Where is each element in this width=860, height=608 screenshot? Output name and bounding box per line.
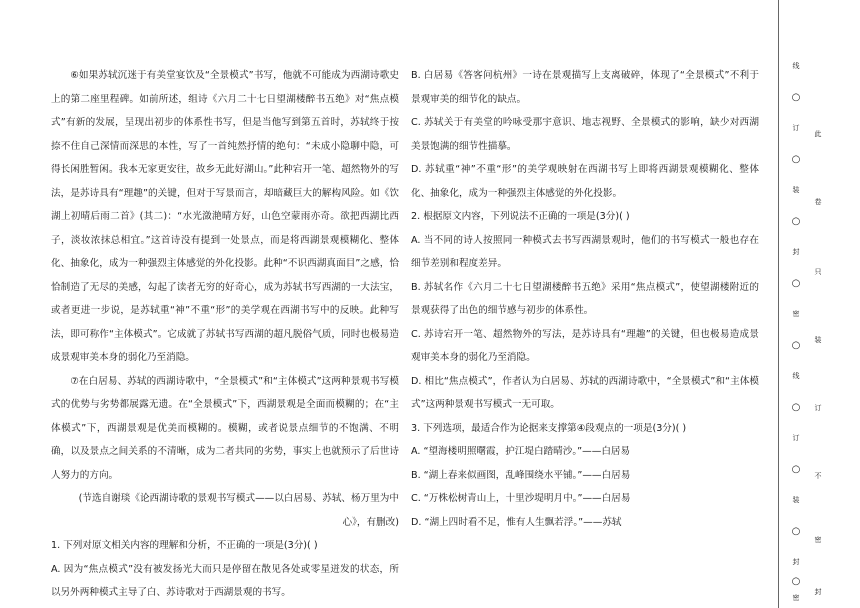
question-1-option-a: A. 因为“焦点模式”没有被发扬光大而只是停留在散见各处或零星迸发的状态，所以另外两种模式主导了白、苏诗歌对于西湖景观的书写。 — [51, 563, 399, 598]
question-2-option-b: B. 苏轼名作《六月二十七日望湖楼醉书五绝》采用“焦点模式”，使望湖楼附近的景观获得了出色的细节感与初步的体系性。 — [411, 281, 759, 316]
binding-notice-char: 只 — [814, 268, 822, 276]
question-3-option-b: B. “湖上春来似画图，乱峰围绕水平铺。”——白居易 — [411, 469, 631, 481]
binding-circle-icon: ○ — [791, 526, 801, 537]
question-2-option-c: C. 苏诗宕开一笔、超然物外的写法，是苏诗具有“理趣”的关键，但也极易造成景观审美本身的弱化乃至消隐。 — [411, 328, 759, 363]
binding-notice-char: 密 — [814, 536, 822, 544]
question-3-option-a: A. “望海楼明照曙霞，护江堤白踏晴沙。”——白居易 — [411, 446, 631, 457]
binding-circle-icon: ○ — [791, 216, 801, 227]
binding-notice-char: 不 — [814, 472, 822, 480]
binding-mark: 线 — [792, 62, 800, 70]
binding-mark: 线 — [792, 372, 800, 380]
binding-circle-icon: ○ — [791, 402, 801, 413]
binding-circle-icon: ○ — [791, 154, 801, 165]
binding-mark: 订 — [792, 124, 800, 132]
binding-mark: 密 — [792, 310, 800, 318]
question-2-option-d: D. 相比“焦点模式”，作者认为白居易、苏轼的西湖诗歌中，“全景模式”和“主体模式”这两种景观书写模式一无可取。 — [411, 375, 759, 410]
binding-circle-icon: ○ — [791, 464, 801, 475]
left-column — [51, 64, 399, 605]
question-3-option-c: C. “万株松树青山上，十里沙堤明月中。”——白居易 — [411, 493, 631, 504]
binding-mark: 封 — [792, 558, 800, 566]
binding-margin — [778, 0, 860, 608]
binding-line — [778, 0, 779, 608]
binding-notice-char: 订 — [814, 404, 822, 412]
question-1-option-c: C. 苏轼关于有美堂的吟咏受那宇意识、地志视野、全景模式的影响，缺少对西湖美景饱满的细节性描摹。 — [411, 117, 759, 152]
binding-notice-char: 此 — [814, 130, 822, 138]
source-citation: (节选自谢琰《论西湖诗歌的景观书写模式——以白居易、苏轼、杨万里为中心》，有删改) — [78, 493, 399, 528]
question-3-stem: 3. 下列选项，最适合作为论据来支撑第④段观点的一项是(3分)( ) — [411, 422, 687, 434]
binding-notice-char: 装 — [814, 336, 822, 344]
question-1-stem: 1. 下列对原文相关内容的理解和分析，不正确的一项是(3分)( ) — [51, 540, 318, 551]
binding-notice-char: 封 — [814, 588, 822, 596]
question-1-option-b: B. 白居易《答客问杭州》一诗在景观描写上支离破碎，体现了“全景模式”不利于景观审美的细节化的缺点。 — [411, 70, 759, 105]
question-2-option-a: A. 当不同的诗人按照同一种模式去书写西湖景观时，他们的书写模式一般也存在细节差别和程度差异。 — [411, 234, 759, 269]
paragraph-6: ⑥如果苏轼沉迷于有美堂宴饮及“全景模式”书写，他就不可能成为西湖诗歌史上的第二座里程碑。如前所述，组诗《六月二十七日望湖楼醉书五绝》对“焦点模式”有新的发展，呈现出初步的体系性书写，但是当他写到第五首时，苏轼终于按捺不住自己深情而深思的本性，写了一首纯然抒情的绝句：“未成小隐聊中隐，可得长闲胜暂闲。我本无家更安往，故乡无此好湖山。”此种宕开一笔、超然物外的写法，是苏诗具有“理趣”的关键，但对于写景而言，却暗藏巨大的解构风险。如《饮湖上初晴后雨二首》(其二)：“水光潋滟晴方好，山色空蒙雨亦奇。欲把西湖比西子，淡妆浓抹总相宜。”这首诗没有提到一处景点，而是将西湖景观模糊化、整体化、抽象化，成为一种强烈主体感觉的外化投影。此种“不识西湖真面目”之感，恰恰制造了无尽的美感，勾起了读者无穷的好奇心，成为苏轼书写西湖的一大法宝，或者更进一步说，是苏轼重“神”不重“形”的美学观在西湖书写中的反映。此种写法，即可称作“主体模式”。它成就了苏轼书写西湖的超凡脱俗气质，同时也极易造成景观审美本身的弱化乃至消隐。 — [51, 70, 399, 363]
binding-circle-icon: ○ — [791, 92, 801, 103]
right-column — [411, 64, 759, 534]
binding-mark: 订 — [792, 434, 800, 442]
binding-mark: 密 — [792, 594, 800, 602]
binding-notice-char: 卷 — [814, 198, 822, 206]
question-3-option-d: D. “湖上四时看不足，惟有人生飘若浮。”——苏轼 — [411, 516, 622, 528]
paragraph-7: ⑦在白居易、苏轼的西湖诗歌中，“全景模式”和“主体模式”这两种景观书写模式的优势与劣势都展露无遗。在“全景模式”下，西湖景观是全面而模糊的；在“主体模式”下，西湖景观是优美而模糊的。模糊，或者说景点细节的不饱满、不明确，以及景点之间关系的不清晰，成为二者共同的劣势，事实上也就预示了后世诗人努力的方向。 — [51, 375, 399, 481]
binding-mark: 装 — [792, 186, 800, 194]
binding-circle-icon: ○ — [791, 576, 801, 587]
binding-circle-icon: ○ — [791, 278, 801, 289]
question-1-option-d: D. 苏轼重“神”不重“形”的美学观映射在西湖书写上即将西湖景观模糊化、整体化、抽象化，成为一种强烈主体感觉的外化投影。 — [411, 164, 759, 199]
binding-mark: 装 — [792, 496, 800, 504]
binding-mark: 封 — [792, 248, 800, 256]
binding-circle-icon: ○ — [791, 340, 801, 351]
question-2-stem: 2. 根据原文内容，下列说法不正确的一项是(3分)( ) — [411, 211, 630, 222]
